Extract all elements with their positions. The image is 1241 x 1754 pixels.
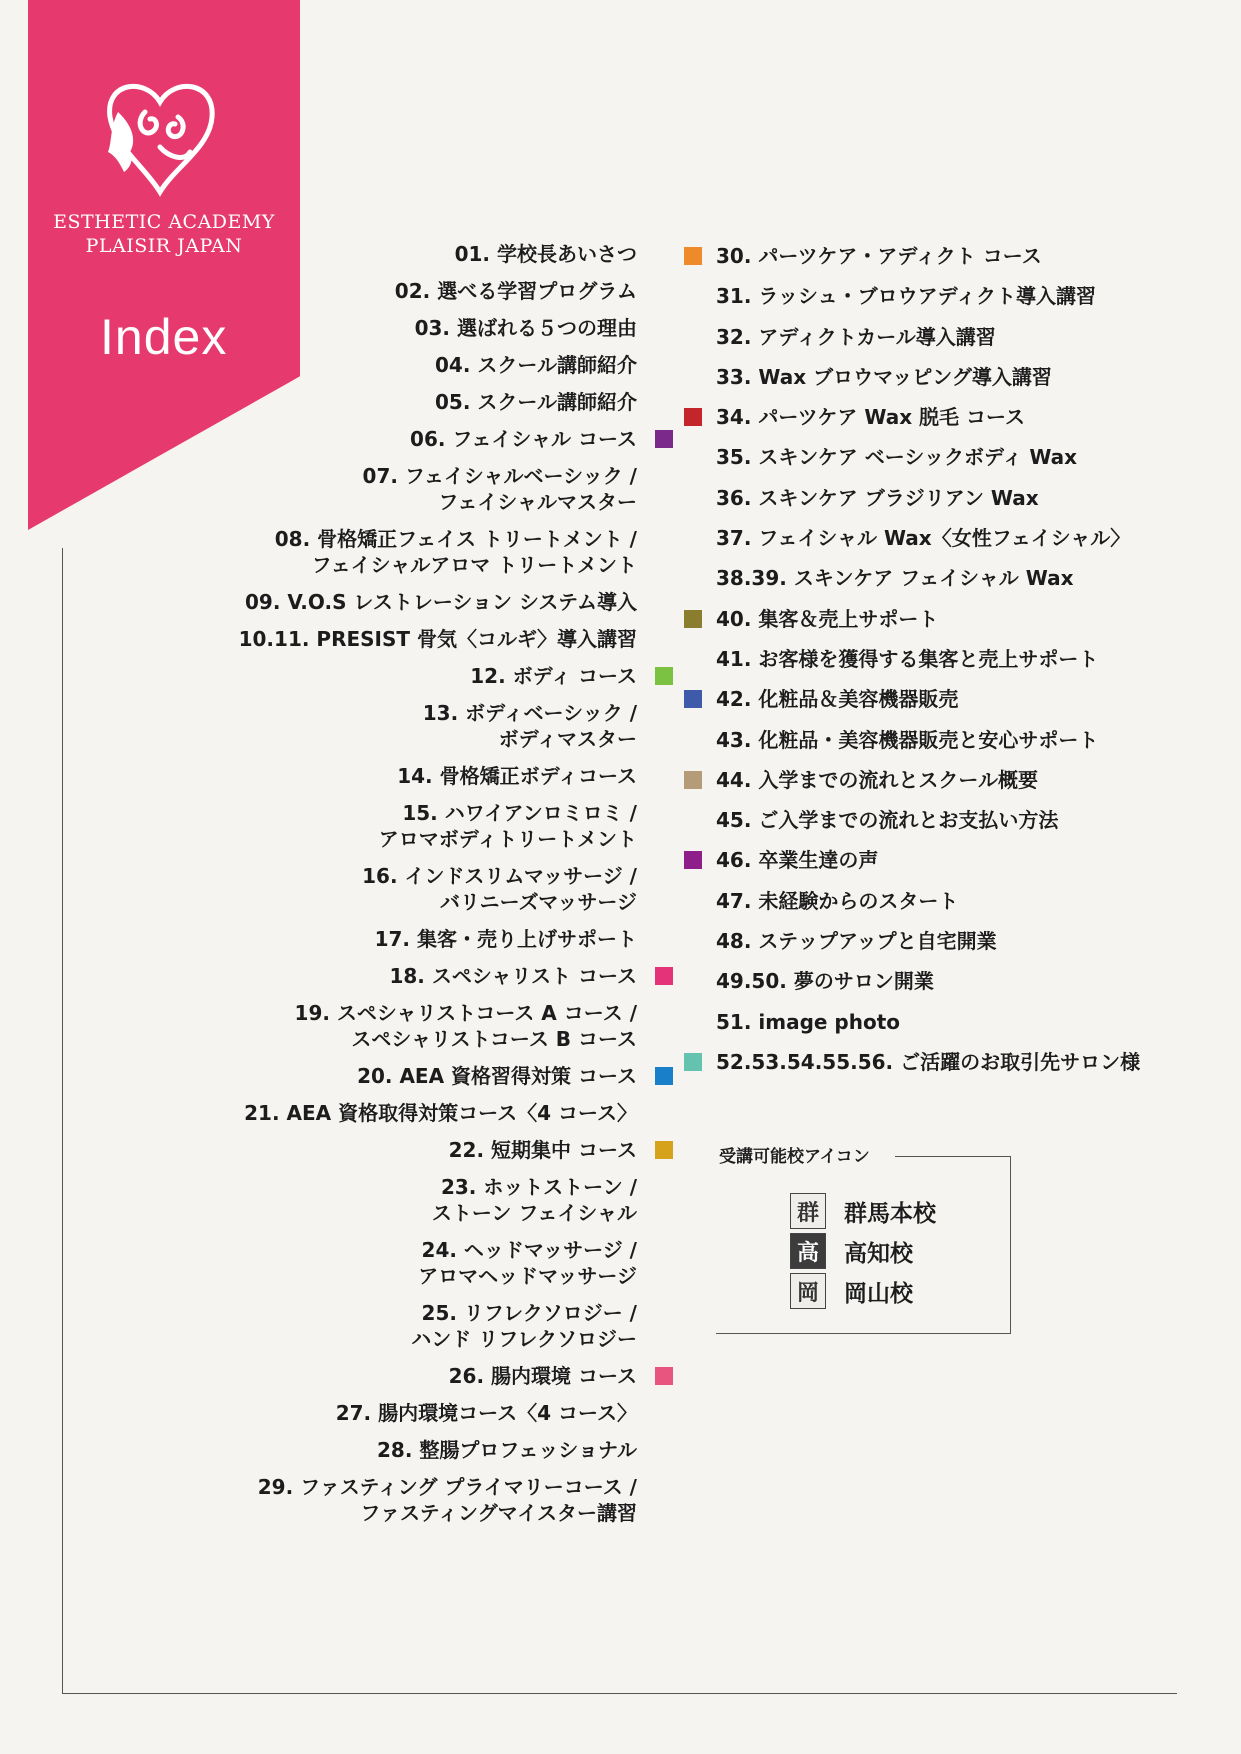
index-item-label: 48. ステップアップと自宅開業 [716, 929, 997, 954]
index-item-right [716, 807, 1186, 847]
index-item-label: 37. フェイシャル Wax〈女性フェイシャル〉 [716, 526, 1131, 551]
index-item-left [207, 1237, 637, 1289]
campus-label: 群馬本校 [844, 1200, 936, 1227]
campus-label: 高知校 [844, 1240, 913, 1267]
index-item-left [207, 1474, 637, 1526]
index-item-line-2: ファスティングマイスター講習 [360, 1501, 637, 1525]
category-color-swatch [684, 771, 702, 789]
index-item-line: 12. ボディ コース [470, 664, 637, 688]
index-item-label: 51. image photo [716, 1009, 901, 1034]
category-color-swatch [684, 247, 702, 265]
index-item-line: 26. 腸内環境 コース [448, 1364, 637, 1388]
academy-logo-icon [90, 72, 230, 202]
index-item-left [207, 663, 637, 689]
index-item-line: 05. スクール講師紹介 [435, 390, 637, 414]
index-item-label: 30. パーツケア・アディクト コース [716, 244, 1042, 268]
index-item-line: 08. 骨格矯正フェイス トリートメント / [274, 527, 637, 551]
index-item-line-2: バリニーズマッサージ [440, 890, 637, 914]
index-item-line: 10.11. PRESIST 骨気〈コルギ〉導入講習 [238, 627, 637, 651]
index-item-label: 32. アディクトカール導入講習 [716, 324, 996, 349]
index-item-label: 33. Wax ブロウマッピング導入講習 [716, 364, 1052, 389]
index-item-right [716, 283, 1186, 323]
index-item-left [207, 1000, 637, 1052]
index-item-label: 40. 集客＆売上サポート [716, 606, 939, 631]
index-item-label: 43. 化粧品・美容機器販売と安心サポート [716, 727, 1099, 752]
index-item-right [716, 565, 1186, 605]
category-color-swatch [684, 610, 702, 628]
index-item-left [207, 863, 637, 915]
legend-border-top [895, 1156, 1011, 1157]
index-item-line: 01. 学校長あいさつ [454, 242, 637, 266]
index-item-line-2: スペシャリストコース B コース [351, 1027, 637, 1051]
index-item-line: 16. インドスリムマッサージ / [362, 864, 637, 888]
index-item-line-2: アロマボディトリートメント [378, 827, 637, 851]
index-item-left [207, 763, 637, 789]
index-item-right [716, 847, 1186, 887]
index-item-label: 42. 化粧品＆美容機器販売 [716, 687, 959, 712]
index-item-right [716, 727, 1186, 767]
index-item-line: 28. 整腸プロフェッショナル [377, 1438, 637, 1462]
index-item-line-2: ハンド リフレクソロジー [411, 1327, 637, 1351]
index-item-left [207, 589, 637, 615]
index-item-line: 21. AEA 資格取得対策コース〈4 コース〉 [244, 1101, 637, 1125]
index-item-left [207, 626, 637, 652]
index-item-label: 31. ラッシュ・ブロウアディクト導入講習 [716, 284, 1096, 309]
index-item-line-2: ボディマスター [498, 727, 637, 751]
category-color-swatch [655, 1141, 673, 1159]
index-item-left [207, 315, 637, 341]
index-item-left [207, 463, 637, 515]
legend-border-bottom [716, 1333, 1011, 1334]
index-item-right [716, 888, 1186, 928]
index-item-left [207, 1400, 637, 1426]
index-item-left [207, 1363, 637, 1389]
index-item-line: 04. スクール講師紹介 [435, 353, 637, 377]
index-item-left [207, 1437, 637, 1463]
index-item-left [207, 278, 637, 304]
index-item-left [207, 926, 637, 952]
index-item-right [716, 646, 1186, 686]
index-item-left [207, 1174, 637, 1226]
index-item-line: 20. AEA 資格習得対策 コース [357, 1064, 637, 1088]
category-color-swatch [684, 851, 702, 869]
index-item-right [716, 525, 1186, 565]
index-item-line: 24. ヘッドマッサージ / [421, 1238, 637, 1262]
category-color-swatch [655, 1067, 673, 1085]
index-item-line: 18. スペシャリスト コース [389, 964, 637, 988]
campus-label: 岡山校 [844, 1280, 913, 1307]
index-item-line: 02. 選べる学習プログラム [394, 279, 637, 303]
index-item-right [716, 404, 1186, 444]
brand-line-1: ESTHETIC ACADEMY [53, 211, 275, 233]
index-item-label: 41. お客様を獲得する集客と売上サポート [716, 646, 1099, 671]
index-item-label: 34. パーツケア Wax 脱毛 コース [716, 405, 1026, 430]
index-item-right [716, 968, 1186, 1008]
index-item-right [716, 364, 1186, 404]
index-item-right [716, 243, 1186, 283]
index-item-label: 47. 未経験からのスタート [716, 888, 959, 913]
index-item-label: 38.39. スキンケア フェイシャル Wax [716, 566, 1074, 591]
index-item-line: 17. 集客・売り上げサポート [374, 927, 637, 951]
index-item-label: 52.53.54.55.56. ご活躍のお取引先サロン様 [716, 1049, 1141, 1074]
index-item-line: 03. 選ばれる５つの理由 [414, 316, 637, 340]
frame-line-vertical [62, 548, 63, 1694]
index-item-line: 14. 骨格矯正ボディコース [397, 764, 637, 788]
category-color-swatch [655, 430, 673, 448]
category-color-swatch [655, 1367, 673, 1385]
index-item-label: 46. 卒業生達の声 [716, 848, 879, 873]
campus-okayama [790, 1272, 913, 1310]
category-color-swatch [684, 408, 702, 426]
index-item-line-2: アロマヘッドマッサージ [418, 1264, 637, 1288]
index-item-line: 13. ボディベーシック / [422, 701, 637, 725]
campus-icon: 岡 [790, 1273, 826, 1309]
category-color-swatch [655, 667, 673, 685]
campus-icon: 群 [790, 1193, 826, 1229]
index-item-right [716, 1049, 1186, 1089]
index-item-line-2: フェイシャルマスター [438, 490, 637, 514]
index-item-left [207, 700, 637, 752]
index-item-left [207, 963, 637, 989]
frame-line-horizontal [62, 1693, 1177, 1694]
index-item-line: 19. スペシャリストコース A コース / [294, 1001, 637, 1025]
index-item-left [207, 389, 637, 415]
page-title: Index [100, 309, 228, 365]
index-item-label: 36. スキンケア ブラジリアン Wax [716, 485, 1039, 510]
category-color-swatch [655, 967, 673, 985]
index-item-line: 25. リフレクソロジー / [421, 1301, 637, 1325]
index-item-right [716, 324, 1186, 364]
index-item-left [207, 426, 637, 452]
campus-icon: 高 [790, 1233, 826, 1269]
brand-line-2: PLAISIR JAPAN [85, 235, 243, 257]
index-item-left [207, 1100, 637, 1126]
index-item-label: 44. 入学までの流れとスクール概要 [716, 767, 1038, 792]
index-item-right [716, 444, 1186, 484]
index-item-left [207, 241, 637, 267]
index-item-left [207, 1300, 637, 1352]
index-item-left [207, 352, 637, 378]
index-item-label: 49.50. 夢のサロン開業 [716, 969, 934, 994]
category-color-swatch [684, 1053, 702, 1071]
index-item-line: 29. ファスティング プライマリーコース / [257, 1475, 637, 1499]
index-item-right [716, 686, 1186, 726]
index-item-line: 22. 短期集中 コース [448, 1138, 637, 1162]
index-item-line: 06. フェイシャル コース [410, 427, 637, 451]
index-list-left [207, 241, 637, 1537]
index-item-left [207, 1063, 637, 1089]
index-item-left [207, 800, 637, 852]
index-item-line: 09. V.O.S レストレーション システム導入 [245, 590, 637, 614]
category-color-swatch [684, 690, 702, 708]
index-item-line: 23. ホットストーン / [440, 1175, 637, 1199]
index-item-label: 35. スキンケア ベーシックボディ Wax [716, 445, 1078, 470]
index-item-right [716, 606, 1186, 646]
index-item-line-2: フェイシャルアロマ トリートメント [311, 553, 637, 577]
index-item-right [716, 767, 1186, 807]
index-item-label: 45. ご入学までの流れとお支払い方法 [716, 808, 1059, 833]
index-item-left [207, 1137, 637, 1163]
index-list-right [716, 243, 1186, 1089]
index-item-right [716, 485, 1186, 525]
index-item-line: 27. 腸内環境コース〈4 コース〉 [335, 1401, 637, 1425]
index-item-left [207, 526, 637, 578]
legend-border-right [1010, 1156, 1011, 1334]
index-item-line: 07. フェイシャルベーシック / [362, 464, 637, 488]
campus-gunma [790, 1192, 936, 1230]
index-item-line: 15. ハワイアンロミロミ / [402, 801, 637, 825]
index-item-line-2: ストーン フェイシャル [431, 1201, 637, 1225]
index-item-right [716, 1009, 1186, 1049]
legend-title: 受講可能校アイコン [719, 1147, 870, 1167]
campus-kochi [790, 1232, 913, 1270]
index-item-right [716, 928, 1186, 968]
